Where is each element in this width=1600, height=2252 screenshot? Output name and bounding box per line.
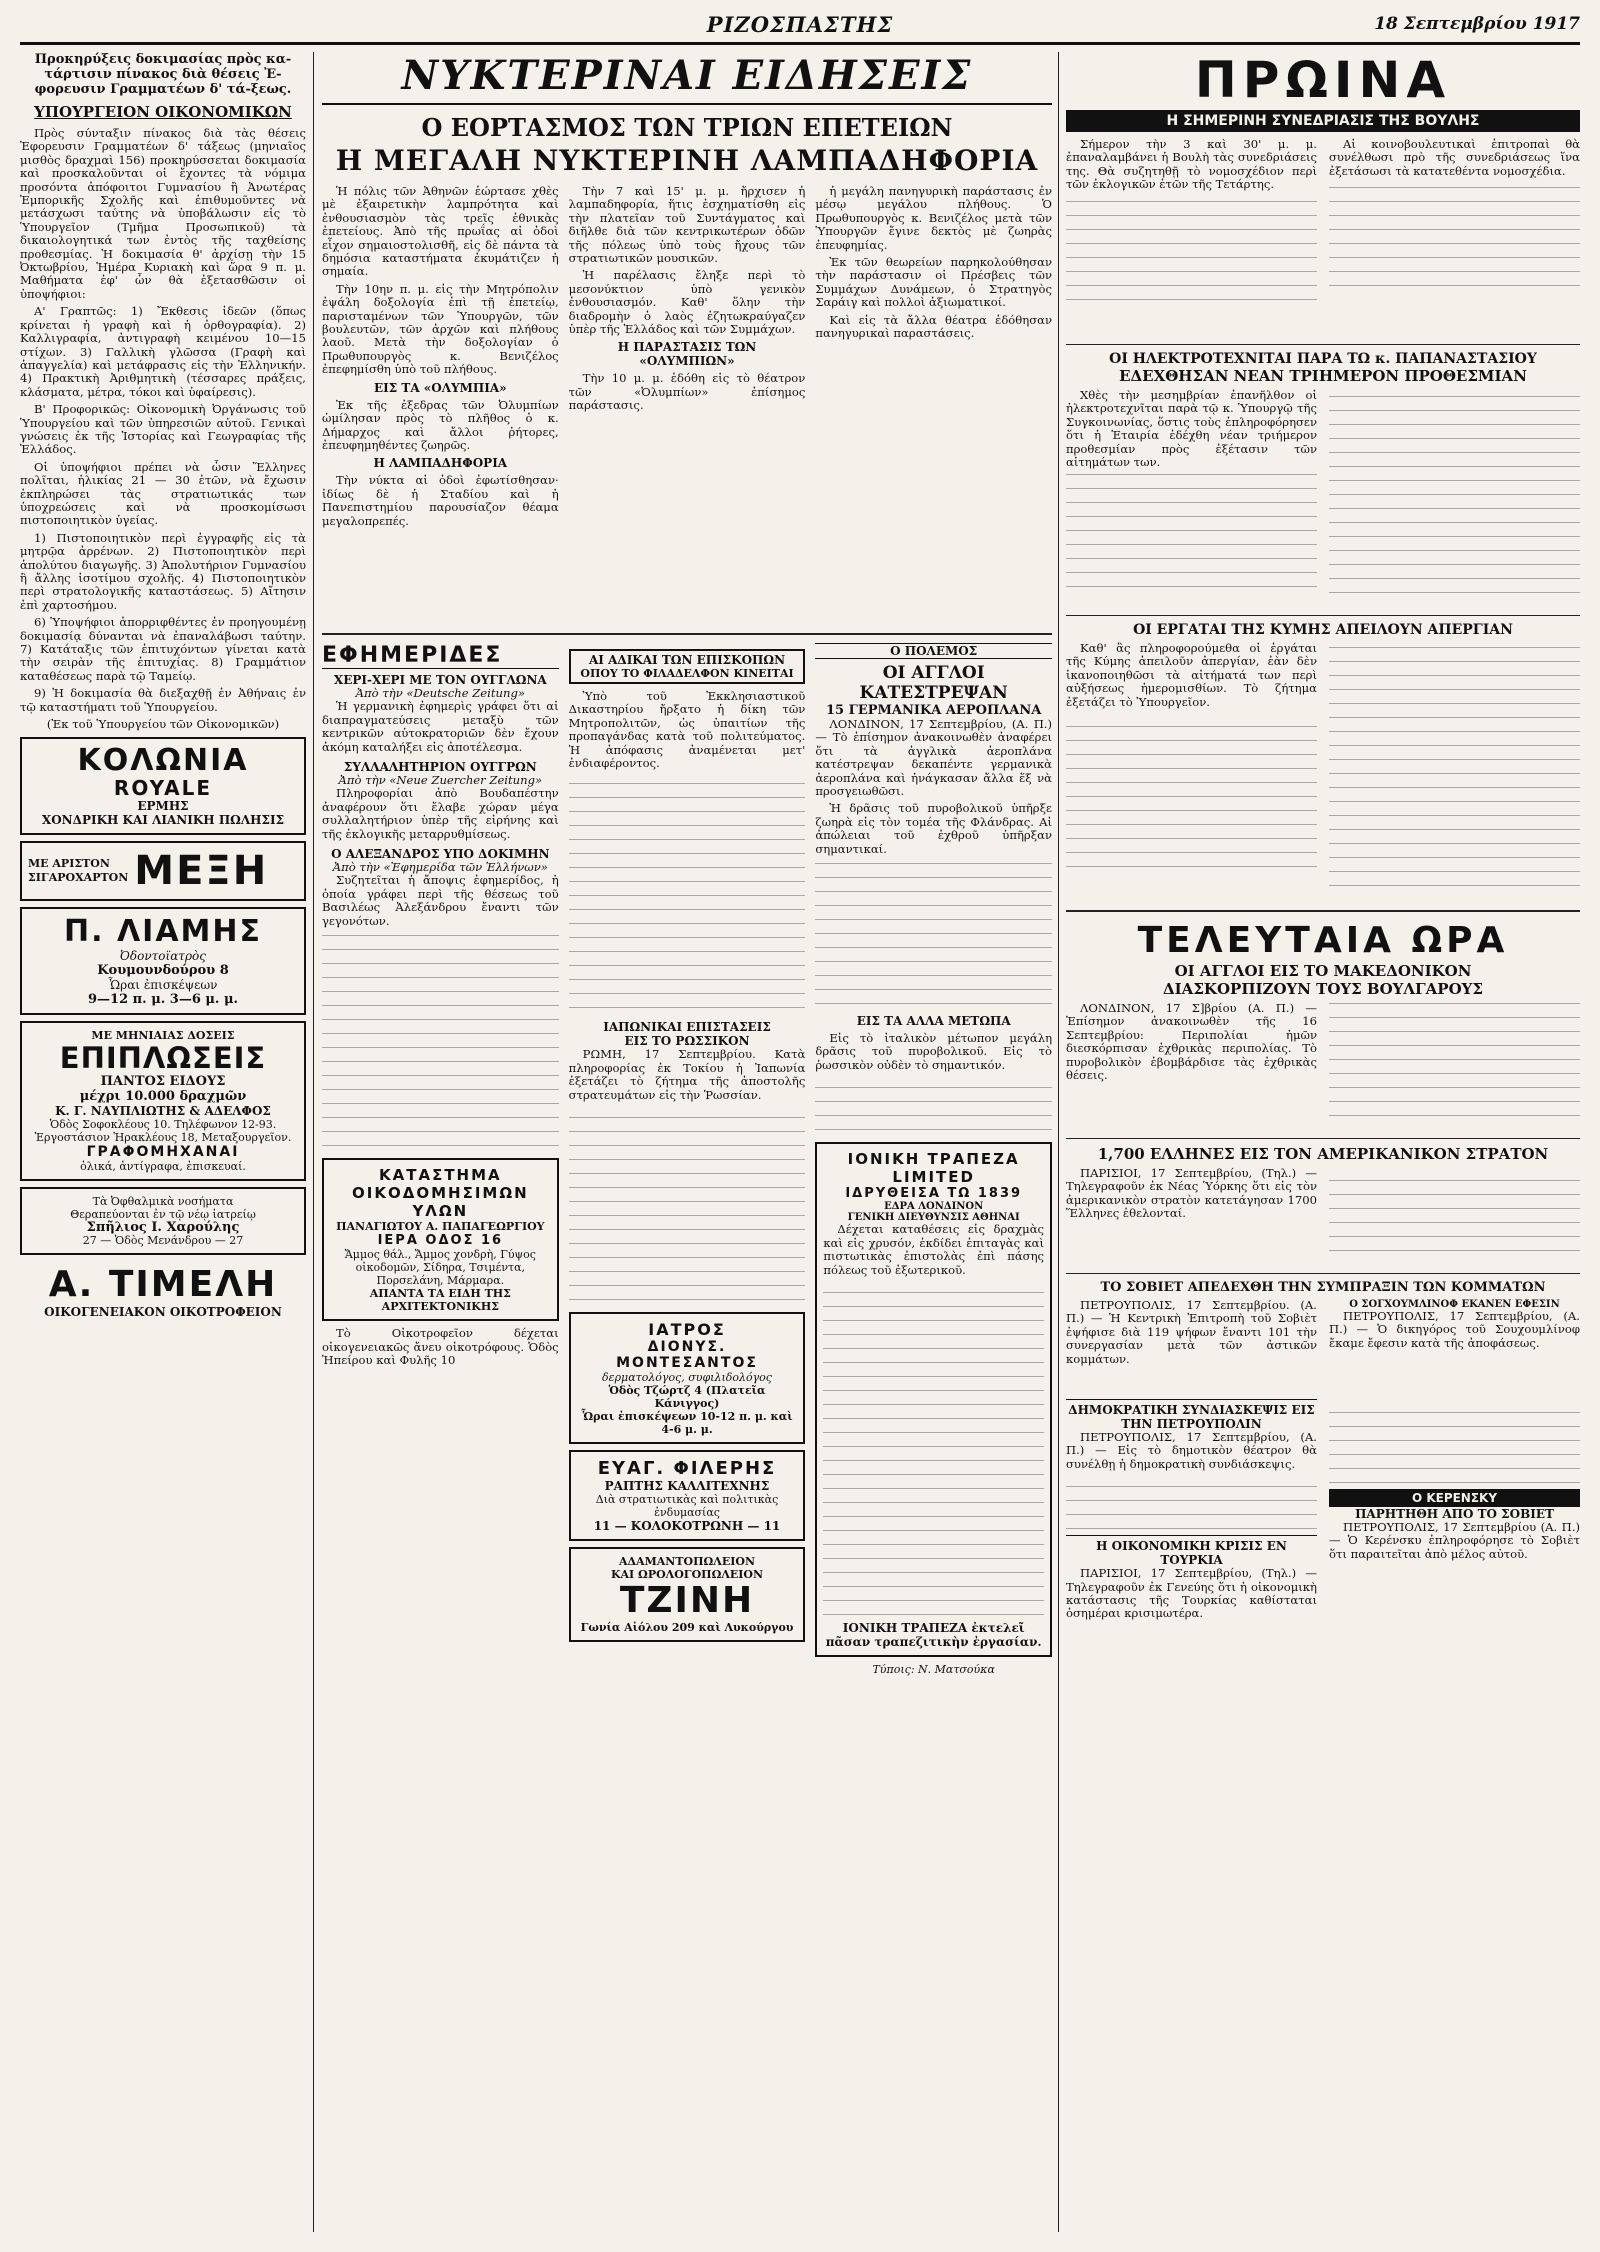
war-sub2: ΕΙΣ ΤΑ ΑΛΛΑ ΜΕΤΩΠΑ <box>856 1014 1011 1029</box>
kerensky-head: Ο ΚΕΡΕΝΣΚΥ <box>1329 1489 1580 1507</box>
ad-epiploseis-line: μέχρι 10.000 δραχμῶν <box>79 1089 247 1105</box>
article-paragraph: Καὶ εἰς τὰ ἄλλα θέατρα ἐδόθησαν πανηγυρικαὶ παραστάσεις. <box>815 312 1052 341</box>
democratic-text: ΠΕΤΡΟΥΠΟΛΙΣ, 17 Σεπτεμβρίου, (Α. Π.) — Εἰς τὸ δημοτικὸν θέατρον θὰ συνέλθῃ ἡ δημοκρατικὴ συνδιάσκεψις. <box>1066 1430 1317 1471</box>
morning-banner: ΠΡΩΙΝΑ <box>1194 52 1452 109</box>
ad-store-title: ΚΑΤΑΣΤΗΜΑ <box>379 1166 502 1185</box>
article-paragraph: Τὴν νύκτα αἱ ὁδοὶ ἐφωτίσθησαν· ἰδίως δὲ ἡ Σταδίου καὶ ἡ Πανεπιστημίου παρουσίαζον θέαμα μεγαλοπρεπές. <box>322 473 559 528</box>
text-block <box>322 932 559 1152</box>
ad-store-goods: Ἄμμος θάλ., Ἄμμος χονδρὴ, Γύψος οἰκοδομῶν, Σίδηρα, Τσιμέντα, Πορσελάνη, Μάρμαρα. <box>344 1248 536 1288</box>
ad-ophth-line: Τὰ Ὀφθαλμικὰ νοσήματα <box>92 1195 234 1209</box>
ad-epiploseis-title: ΕΠΙΠΛΩΣΕΙΣ <box>59 1041 267 1076</box>
greeks-article <box>1066 1167 1580 1267</box>
ad-tailor-line: 11 — ΚΟΛΟΚΟΤΡΩΝΗ — 11 <box>593 1519 781 1534</box>
parliament-text: Σήμερον τὴν 3 καὶ 30' μ. μ. ἐπαναλαμβάνει ἡ Βουλὴ τὰς συνεδριάσεις της. Θὰ συζητηθῇ τὸ νομοσχέδιον περὶ τῶν ἐκλογικῶν ἐτῶν τῆς Τετάρτης. <box>1066 137 1317 192</box>
divider <box>1066 1138 1580 1139</box>
subhead-olympia: ΕΙΣ ΤΑ «ΟΛΥΜΠΙΑ» <box>373 380 507 395</box>
column-rule <box>1058 52 1059 2232</box>
ad-kolonia-line: ΧΟΝΔΡΙΚΗ ΚΑΙ ΛΙΑΝΙΚΗ ΠΩΛΗΣΙΣ <box>41 813 285 828</box>
ad-jeweler-line: ΑΔΑΜΑΝΤΟΠΩΛΕΙΟΝ <box>618 1555 756 1569</box>
ad-store-name: ΠΑΝΑΓΙΩΤΟΥ Α. ΠΑΠΑΓΕΩΡΓΙΟΥ <box>336 1220 545 1234</box>
ad-ophth-line: Θεραπεύονται ἐν τῷ νέῳ ἰατρείῳ <box>70 1208 256 1222</box>
issue-date: 18 Σεπτεμβρίου 1917 <box>1374 14 1580 34</box>
electricians-head: ΟΙ ΗΛΕΚΤΡΟΤΕΧΝΙΤΑΙ ΠΑΡΑ ΤΩ κ. ΠΑΠΑΝΑΣΤΑΣΙΟΥ <box>1109 351 1537 367</box>
ad-timeli <box>20 1265 306 1319</box>
ministry-section: 9) Ἡ δοκιμασία θὰ διεξαχθῇ ἐν Ἀθήναις ἐν τῷ καταστήματι τοῦ Ὑπουργείου. <box>20 686 306 714</box>
article-paragraph: Τὴν 10 μ. μ. ἐδόθη εἰς τὸ θέατρον τῶν «Ὀλυμπίων» ἐπίσημος παράστασις. <box>568 371 806 413</box>
macedonia-text: ΛΟΝΔΙΝΟΝ, 17 Σ]βρίου (Α. Π.) — Ἐπίσημον ἀνακοινωθὲν τῆς 16 Σεπτεμβρίου: Περιπολίαι ἡμῶν διεσκόρπισαν ἐχθρικὰς περιπολίας. Τὸ πυροβολικὸν ἐβομβάρδισε τὰς ἐχθρικὰς θέσεις. <box>1066 1001 1317 1083</box>
ad-doctor <box>569 1312 806 1444</box>
ad-tailor-sub: ΡΑΠΤΗΣ ΚΑΛΛΙΤΕΧΝΗΣ <box>604 1479 770 1494</box>
japan-sub: ΕΙΣ ΤΟ ΡΩΣΣΙΚΟΝ <box>624 1034 750 1049</box>
ad-bank-head2: ΙΔΡΥΘΕΙΣΑ ΤΩ 1839 <box>845 1186 1023 1202</box>
text-block <box>815 1076 1052 1136</box>
ad-liamis-line: Κουμουνδούρου 8 <box>97 963 229 979</box>
war-sub: 15 ΓΕΡΜΑΝΙΚΑ ΑΕΡΟΠΛΑΝΑ <box>825 703 1042 718</box>
subhead-performance: Η ΠΑΡΑΣΤΑΣΙΣ ΤΩΝ «ΟΛΥΜΠΙΩΝ» <box>617 340 757 369</box>
ministry-title: ΥΠΟΥΡΓΕΙΟΝ ΟΙΚΟΝΟΜΙΚΩΝ <box>34 103 292 121</box>
divider <box>1066 344 1580 345</box>
bishops-text: Ὑπὸ τοῦ Ἐκκλησιαστικοῦ Δικαστηρίου ἤρξατο ἡ δίκη τῶν Μητροπολιτῶν, ὡς ὑπαιτίων τῆς προπαγάνδας κατὰ τοῦ πολιτεύματος. Ἡ ἀπόφασις ἀναμένεται μετ' ἐνδιαφέροντος. <box>568 689 806 771</box>
japan-head: ΙΑΠΩΝΙΚΑΙ ΕΠΙΣΤΑΣΕΙΣ <box>603 1020 771 1035</box>
ad-mexi <box>20 841 306 901</box>
bishops-sub: ΟΠΟΥ ΤΟ ΦΙΛΑΔΕΛΦΟΝ ΚΙΝΕΙΤΑΙ <box>580 667 794 680</box>
macedonia-sub: ΔΙΑΣΚΟΡΠΙΖΟΥΝ ΤΟΥΣ ΒΟΥΛΓΑΡΟΥΣ <box>1163 980 1483 998</box>
democratic-head: ΔΗΜΟΚΡΑΤΙΚΗ ΣΥΝΔΙΑΣΚΕΨΙΣ ΕΙΣ ΤΗΝ ΠΕΤΡΟΥΠΟΛΙΝ <box>1066 1399 1317 1431</box>
ad-epiploseis-line: ὁλικά, ἀντίγραφα, ἐπισκευαί. <box>80 1160 246 1174</box>
war-text: Ἡ δρᾶσις τοῦ πυροβολικοῦ ὑπῆρξε ζωηρὰ εἰς τὸν τομέα τῆς Φλάνδρας. Αἱ ἀπώλειαι τοῦ ἐχθροῦ ὑπῆρξαν σημαντικαί. <box>815 801 1052 856</box>
turkey-head: Η ΟΙΚΟΝΟΜΙΚΗ ΚΡΙΣΙΣ ΕΝ ΤΟΥΡΚΙΑ <box>1066 1535 1317 1567</box>
ad-ophth-line: 27 — Ὁδὸς Μενάνδρου — 27 <box>82 1234 244 1248</box>
night-news-banner: ΝΥΚΤΕΡΙΝΑΙ ΕΙΔΗΣΕΙΣ <box>322 52 1052 105</box>
ministry-signature: (Ἐκ τοῦ Ὑπουργείου τῶν Οἰκονομικῶν) <box>46 717 280 732</box>
subhead-torchlight: Η ΛΑΜΠΑΔΗΦΟΡΙΑ <box>373 456 508 471</box>
alexander-source: Ἀπὸ τὴν «Ἐφημερίδα τῶν Ἑλλήνων» <box>332 860 548 875</box>
article-paragraph: Τὴν 10ην π. μ. εἰς τὴν Μητρόπολιν ἐψάλη δοξολογία ἐπὶ τῇ ἐπετείῳ, παρισταμένων τῶν Ὑπουργῶν, τῶν βουλευτῶν, τῶν ἀρχῶν καὶ πλήθους λαοῦ. Μετὰ τὴν δοξολογίαν ὁ Πρωθυπουργὸς κ. Βενιζέλος ἐπεφημίσθη ὑπὸ τοῦ πλήθους. <box>322 281 559 377</box>
war-head: ΟΙ ΑΓΓΛΟΙ ΚΑΤΕΣΤΡΕΨΑΝ <box>859 663 1008 703</box>
ad-store-addr: ΙΕΡΑ ΟΔΟΣ 16 <box>377 1233 504 1249</box>
war-text: ΛΟΝΔΙΝΟΝ, 17 Σεπτεμβρίου, (Α. Π.) — Τὸ ἐπίσημον ἀνακοινωθὲν ἀναφέρει ὅτι τὰ ἀγγλικὰ ἀεροπλάνα κατέστρεψαν δεκαπέντε γερμανικὰ ἀεροπλάνα καὶ ἠνάγκασαν ἄλλα ἕξ νὰ προσγειωθῶσι. <box>815 717 1052 799</box>
article-paragraph: Ἐκ τῶν θεωρείων παρηκολούθησαν τὴν παράστασιν οἱ Πρέσβεις τῶν Συμμάχων Δυνάμεων, ὁ Στρατηγὸς Σαράιγ καὶ πολλοὶ ἀξιωματικοί. <box>815 255 1052 310</box>
soviet-article <box>1066 1299 1580 1399</box>
ad-kolonia-title: ΚΟΛΩΝΙΑ <box>77 743 249 779</box>
text-block <box>815 860 1052 1010</box>
newspapers-text: Ἡ γερμανικὴ ἐφημερὶς γράφει ὅτι αἱ διαπραγματεύσεις μεταξὺ τῶν κεντρικῶν αὐτοκρατοριῶν δὲν ἔχουν ἀκόμη καταλήξει εἰς ἀποτέλεσμα. <box>322 699 559 754</box>
newspapers-source: Ἀπὸ τὴν «Deutsche Zeitung» <box>355 686 525 700</box>
ad-ophthalmology <box>20 1187 306 1255</box>
boarding-text: Τὸ Οἰκοτροφεῖον δέχεται οἰκογενειακῶς ἄνευ οἰκοτρόφους. Ὁδὸς Ἠπείρου καὶ Φυλῆς 10 <box>322 1326 559 1367</box>
sukhomlinov-text: ΠΕΤΡΟΥΠΟΛΙΣ, 17 Σεπτεμβρίου, (Α. Π.) — Ὁ δικηγόρος τοῦ Σουχουμλίνοφ ἔκαμε ἔφεσιν κατὰ τῆς ἀποφάσεως. <box>1329 1309 1580 1350</box>
ad-tailor-line: Διὰ στρατιωτικὰς καὶ πολιτικὰς ἐνδυμασίας <box>595 1493 779 1520</box>
ad-tailor-name: ΕΥΑΓ. ΦΙΛΕΡΗΣ <box>597 1458 777 1480</box>
parliament-text: Αἱ κοινοβουλευτικαὶ ἐπιτροπαὶ θὰ συνέλθωσι πρὸ τῆς συνεδριάσεως ἵνα ἐξετάσωσι τὰ κατατεθέντα νομοσχέδια. <box>1329 137 1580 178</box>
greeks-text: ΠΑΡΙΣΙΟΙ, 17 Σεπτεμβρίου, (Τηλ.) — Τηλεγραφοῦν ἐκ Νέας Ὑόρκης ὅτι εἰς τὸν ἀμερικανικὸν στρατὸν κατετάγησαν 1700 Ἕλληνες ἐθελονταί. <box>1066 1166 1317 1221</box>
ad-timeli-sub: ΟΙΚΟΓΕΝΕΙΑΚΟΝ ΟΙΚΟΤΡΟΦΕΙΟΝ <box>44 1305 282 1320</box>
ad-liamis <box>20 907 306 1015</box>
divider <box>1066 615 1580 616</box>
intro-heading: Προκηρύξεις δοκιμασίας πρὸς κα-τάρτισιν πίνακος διὰ θέσεις Ἐ-φορευσιν Γραμματέων δ' τά-ξεως. <box>34 52 292 97</box>
ministry-section: Α' Γραπτῶς: 1) Ἔκθεσις ἰδεῶν (ὅπως κρίνεται ἡ γραφὴ καὶ ἡ ὀρθογραφία). 2) Καλλιγραφία, ἀντιγραφὴ κειμένου 10—15 στίχων. 3) Γαλλικὴ γλῶσσα (Γραφὴ καὶ ἀπαγγελία) καὶ μετάφρασις εἰς τὴν Ἑλληνικήν. 4) Πρακτικὴ Ἀριθμητικὴ (τέσσαρες πράξεις, κλάσματα, μέτρα, τόκοι καὶ ὑφαίρεσις). <box>20 304 306 399</box>
headline-celebration: Ο ΕΟΡΤΑΣΜΟΣ ΤΩΝ ΤΡΙΩΝ ΕΠΕΤΕΙΩΝ <box>421 113 953 142</box>
greeks-head: 1,700 ΕΛΛΗΝΕΣ ΕΙΣ ΤΟΝ ΑΜΕΡΙΚΑΝΙΚΟΝ ΣΤΡΑΤΟΝ <box>1097 1145 1549 1163</box>
ad-ophth-name: Σπῆλιος Ι. Χαρούλης <box>86 1220 240 1236</box>
ad-kolonia-line: ΕΡΜΗΣ <box>137 799 189 814</box>
ad-jeweler <box>569 1547 806 1642</box>
ad-epiploseis-pre: ΜΕ ΜΗΝΙΑΙΑΣ ΔΟΣΕΙΣ <box>91 1029 235 1043</box>
electricians-article <box>1066 389 1580 609</box>
newspapers-head: ΧΕΡΙ-ΧΕΡΙ ΜΕ ΤΟΝ ΟΥΓΓΛΩΝΑ <box>333 673 547 687</box>
ad-store-foot: ΑΠΑΝΤΑ ΤΑ ΕΙΔΗ ΤΗΣ ΑΡΧΙΤΕΚΤΟΝΙΚΗΣ <box>369 1287 511 1314</box>
ad-mexi-pre: ΜΕ ΑΡΙΣΤΟΝ <box>28 857 110 871</box>
ad-doctor-title: ΙΑΤΡΟΣ <box>648 1320 726 1340</box>
alexander-text: Συζητεῖται ἡ ἄποψις ἐφημερίδος, ἡ ὁποία γράφει περὶ τῆς θέσεως τοῦ Βασιλέως Ἀλεξάνδρου ἔναντι τῶν γεγονότων. <box>322 873 559 928</box>
ad-bank-foot: ΙΟΝΙΚΗ ΤΡΑΠΕΖΑ ἐκτελεῖ πᾶσαν τραπεζιτικὴν ἐργασίαν. <box>825 1620 1042 1649</box>
text-block <box>569 774 806 1014</box>
war-title: Ο ΠΟΛΕΜΟΣ <box>815 643 1052 659</box>
bishops-head-box <box>569 649 806 684</box>
ad-liamis-name: Π. ΛΙΑΜΗΣ <box>64 914 262 950</box>
text-block <box>569 1106 806 1306</box>
divider <box>322 633 1052 635</box>
alexander-head: Ο ΑΛΕΞΑΝΔΡΟΣ ΥΠΟ ΔΟΚΙΜΗΝ <box>331 847 550 862</box>
lower-center <box>322 643 1052 2232</box>
center-column <box>322 52 1052 2232</box>
workers-head: ΟΙ ΕΡΓΑΤΑΙ ΤΗΣ ΚΥΜΗΣ ΑΠΕΙΛΟΥΝ ΑΠΕΡΓΙΑΝ <box>1133 622 1513 638</box>
ad-tailor <box>569 1450 806 1541</box>
lower-right <box>1066 1399 1580 1729</box>
war-text: Εἰς τὸ ἰταλικὸν μέτωπον μεγάλη δρᾶσις τοῦ πυροβολικοῦ. Εἰς τὸ ῥωσσικὸν οὐδὲν τὸ σημαντικόν. <box>815 1031 1052 1072</box>
ministry-text: Πρὸς σύνταξιν πίνακος διὰ τὰς θέσεις Ἐφορευσιν Γραμματέων δ' τάξεως (μηνιαῖος μισθὸς δραχμαὶ 156) προκηρύσσεται δοκιμασία καὶ προσκαλοῦνται οἱ ἔχοντες τὰ νόμιμα προσόντα ἀπόφοιτοι Γυμνασίου ἢ Ἀνωτέρας Ἐμπορικῆς Σχολῆς καὶ ἐπιθυμοῦντες νὰ μετάσχωσι ταύτης νὰ ὑποβάλωσιν εἰς τὸ Ὑπουργεῖον (Τμῆμα Προσωπικοῦ) τὰ δικαιολογητικά των ἐντὸς τῆς ταχθείσης προθεσμίας. Ἡ δοκιμασία θ' ἀρχίσῃ τὴν 15 Ὀκτωβρίου, Ἡμέρα Κυριακὴ καὶ ὥρα 9 π. μ. Μαθήματα ἐφ' ὧν θὰ ἐξετασθῶσιν οἱ ὑποψήφιοι: <box>20 126 306 301</box>
article-paragraph: ἡ μεγάλη πανηγυρικὴ παράστασις ἐν μέσῳ μεγάλου πλήθους. Ὁ Πρωθυπουργὸς κ. Βενιζέλος μετὰ τῶν Ὑπουργῶν ἔγινε δεκτὸς μὲ ζωηρὰς ἐπευφημίας. <box>815 185 1052 252</box>
divider <box>1066 1273 1580 1274</box>
last-hour-banner: ΤΕΛΕΥΤΑΙΑ ΩΡΑ <box>1137 920 1509 961</box>
printer-signature: Τύποις: Ν. Ματσούκα <box>872 1662 995 1676</box>
ad-epiploseis-line: ΠΑΝΤΟΣ ΕΙΔΟΥΣ <box>100 1074 226 1090</box>
ad-doctor-addr: Ὁδὸς Τζώρτζ 4 (Πλατεῖα Κάνιγγος) <box>608 1384 766 1411</box>
article-paragraph: Ἡ παρέλασις ἔληξε περὶ τὸ μεσονύκτιον ὑπὸ γενικὸν ἐνθουσιασμόν. Καθ' ὅλην τὴν διαδρομὴν ὁ λαὸς ἐζητωκραύγαζεν ὑπὲρ τῆς Ἑλλάδος καὶ τῶν Συμμάχων. <box>568 268 806 337</box>
workers-article <box>1066 642 1580 902</box>
divider <box>1066 910 1580 912</box>
ad-epiploseis-line: Ὁδὸς Σοφοκλέους 10. Τηλέφωνον 12-93. Ἐργοστάσιον Ἡρακλέους 18, Μεταξουργεῖον. <box>34 1118 292 1145</box>
electricians-sub: ΕΔΕΧΘΗΣΑΝ ΝΕΑΝ ΤΡΙΗΜΕΡΟΝ ΠΡΟΘΕΣΜΙΑΝ <box>1119 367 1527 385</box>
ad-store-sub: ΟΙΚΟΔΟΜΗΣΙΜΩΝ ΥΛΩΝ <box>352 1184 529 1221</box>
ad-kolonia-sub: ROYALE <box>113 776 213 801</box>
ministry-section: Β' Προφορικῶς: Οἰκονομικὴ Ὀργάνωσις τοῦ Ὑπουργείου καὶ τῶν ὑπηρεσιῶν αὐτοῦ. Γενικαὶ γνώσεις ἐκ τῆς Ἱστορίας καὶ Γεωγραφίας τῆς Ἑλλάδος. <box>20 402 306 457</box>
macedonia-head: ΟΙ ΑΓΓΛΟΙ ΕΙΣ ΤΟ ΜΑΚΕΔΟΝΙΚΟΝ <box>1174 962 1472 980</box>
kerensky-text: ΠΕΤΡΟΥΠΟΛΙΣ, 17 Σεπτεμβρίου (Α. Π.) — Ὁ Κερένσκυ ἐπληροφόρησε τὸ Σοβιὲτ ὅτι παραιτεῖται ἀπὸ μέλος αὐτοῦ. <box>1329 1520 1580 1561</box>
ad-liamis-line: Ὀδοντοϊατρὸς <box>120 949 206 964</box>
ministry-section: 6) Ὑποψήφιοι ἀπορριφθέντες ἐν προηγουμένῃ δοκιμασίᾳ δύνανται νὰ ἐπαναλάβωσι ταύτην. 7) Κατάταξις τῶν ἐπιτυχόντων γίνεται κατὰ τὴν σειρὰν τῆς ἐπιτυχίας. 8) Γραμμάτιον καταθέσεως παρὰ τῷ Ταμείῳ. <box>20 615 306 683</box>
soviet-text: ΠΕΤΡΟΥΠΟΛΙΣ, 17 Σεπτεμβρίου. (Α. Π.) — Ἡ Κεντρικὴ Ἐπιτροπὴ τοῦ Σοβιὲτ ἐψήφισε διὰ 119 ψήφων ἔναντι 101 τὴν συνεργασίαν μετὰ τῶν ἀστικῶν κομμάτων. <box>1066 1298 1317 1366</box>
newspaper-name: ΡΙΖΟΣΠΑΣΤΗΣ <box>706 12 894 37</box>
article-paragraph: Ἡ πόλις τῶν Ἀθηνῶν ἑώρτασε χθὲς μὲ ἐξαιρετικὴν λαμπρότητα καὶ ἐνθουσιασμὸν τὰς τρεῖς ἐθνικὰς ἐπετείους. Ἀπὸ τῆς πρωΐας αἱ ὁδοὶ εἶχον σημαιοστολισθῆ, εἰς δὲ πάντα τὰ δημόσια καταστήματα ἐκυμάτιζεν ἡ σημαία. <box>322 185 559 279</box>
ad-bank-head: ΙΟΝΙΚΗ ΤΡΑΠΕΖΑ LIMITED <box>847 1150 1020 1187</box>
ad-epiploseis-line: ΓΡΑΦΟΜΗΧΑΝΑΙ <box>86 1144 240 1161</box>
soviet-head: ΤΟ ΣΟΒΙΕΤ ΑΠΕΔΕΧΘΗ ΤΗΝ ΣΥΜΠΡΑΞΙΝ ΤΩΝ ΚΟΜΜΑΤΩΝ <box>1100 1280 1546 1295</box>
newspapers-head: ΣΥΛΛΑΛΗΤΗΡΙΟΝ ΟΥΓΓΡΩΝ <box>343 760 537 775</box>
ad-store <box>322 1158 559 1321</box>
ad-jeweler-line: ΚΑΙ ΩΡΟΛΟΓΟΠΩΛΕΙΟΝ <box>610 1568 764 1582</box>
workers-text: Καθ' ἃς πληροφορούμεθα οἱ ἐργάται τῆς Κύμης ἀπειλοῦν ἀπεργίαν, ἐὰν δὲν ἱκανοποιηθῶσι τὰ αἰτήματά των περὶ αὐξήσεως ἡμερομισθίων. Τὸ ζήτημα ἐξετάζει τὸ Ὑπουργεῖον. <box>1066 641 1317 709</box>
parliament-article <box>1066 138 1580 338</box>
right-column <box>1066 52 1580 2232</box>
ad-bank-line: ΕΔΡΑ ΛΟΝΔΙΝΟΝ <box>884 1201 984 1213</box>
ad-doctor-name: ΔΙΟΝΥΣ. ΜΟΝΤΕΣΑΝΤΟΣ <box>616 1339 758 1372</box>
japan-text: ΡΩΜΗ, 17 Σεπτεμβρίου. Κατὰ πληροφορίας ἐκ Τοκίου ἡ Ἰαπωνία ἐξετάζει τὸ ζήτημα τῆς ἀποστολῆς στρατευμάτων εἰς τὴν Ῥωσσίαν. <box>568 1047 806 1102</box>
ad-doctor-hours: Ὧραι ἐπισκέψεων 10-12 π. μ. καὶ 4-6 μ. μ. <box>581 1410 793 1437</box>
article-paragraph: Τὴν 7 καὶ 15' μ. μ. ἤρχισεν ἡ λαμπαδηφορία, ἥτις ἐσχηματίσθη εἰς τὴν πλατεῖαν τοῦ Συντάγματος καὶ διῆλθε διὰ τῶν κεντρικωτέρων ὁδῶν τῆς πόλεως ὑπὸ τοὺς ἤχους τῶν στρατιωτικῶν μουσικῶν. <box>568 185 806 266</box>
sukhomlinov-head: Ο ΣΟΓΧΟΥΜΛΙΝΟΦ ΕΚΑΝΕΝ ΕΦΕΣΙΝ <box>1349 1299 1560 1310</box>
bishops-head: ΑΙ ΑΔΙΚΑΙ ΤΩΝ ΕΠΙΣΚΟΠΩΝ <box>588 653 786 667</box>
ad-liamis-line: 9—12 π. μ. 3—6 μ. μ. <box>87 992 239 1008</box>
column-rule <box>313 52 314 2232</box>
ad-liamis-line: Ὧραι ἐπισκέψεων <box>108 978 218 993</box>
ad-bank-line: ΓΕΝΙΚΗ ΔΙΕΥΘΥΝΣΙΣ ΑΘΗΝΑΙ <box>847 1212 1020 1224</box>
masthead <box>20 12 1580 45</box>
parliament-bar: Η ΣΗΜΕΡΙΝΗ ΣΥΝΕΔΡΙΑΣΙΣ ΤΗΣ ΒΟΥΛΗΣ <box>1066 110 1580 132</box>
article-paragraph: Ἐκ τῆς ἐξεδρας τῶν Ὀλυμπίων ὡμίλησαν πρὸς τὸ πλῆθος ὁ κ. Δήμαρχος καὶ ἄλλοι ῥήτορες, ἐπευφημηθέντες ζωηρῶς. <box>322 397 559 452</box>
kerensky-sub: ΠΑΡΗΤΗΘΗ ΑΠΟ ΤΟ ΣΟΒΙΕΤ <box>1355 1507 1554 1521</box>
ad-mexi-name: ΜΕΞΗ <box>134 848 269 895</box>
ad-epiploseis <box>20 1021 306 1181</box>
ad-kolonia <box>20 737 306 835</box>
newspapers-source: Ἀπὸ τὴν «Neue Zuercher Zeitung» <box>338 773 543 788</box>
text-block <box>823 1281 1044 1621</box>
celebration-article <box>322 185 1052 625</box>
macedonia-article <box>1066 1002 1580 1132</box>
ministry-section: Οἱ ὑποψήφιοι πρέπει νὰ ὦσιν Ἕλληνες πολῖται, ἡλικίας 21 — 30 ἐτῶν, νὰ ἔχωσιν ἐκπληρώσει τὰς στρατιωτικάς των ὑποχρεώσεις καὶ νὰ προσκομίσωσι πιστοποιητικὸν ὑγείας. <box>20 459 306 528</box>
newspapers-title: ΕΦΗΜΕΡΙΔΕΣ <box>322 643 559 669</box>
turkey-text: ΠΑΡΙΣΙΟΙ, 17 Σεπτεμβρίου, (Τηλ.) — Τηλεγραφοῦν ἐκ Γενεύης ὅτι ἡ οἰκονομικὴ κατάστασις τῆς Τουρκίας καθίσταται ὁσημέραι κρισιμωτέρα. <box>1066 1566 1317 1621</box>
ministry-section: 1) Πιστοποιητικὸν περὶ ἐγγραφῆς εἰς τὰ μητρῷα ἀρρένων. 2) Πιστοποιητικὸν περὶ ἀπολύτου διαγωγῆς. 3) Ἀπολυτήριον Γυμνασίου ἢ ἄλλης ἰσοτίμου σχολῆς. 4) Πιστοποιητικὸν περὶ στρατολογικῆς καταστάσεως. 5) Αἴτησιν ἐπὶ χαρτοσήμου. <box>20 530 306 612</box>
newspapers-text: Πληροφορίαι ἀπὸ Βουδαπέστην ἀναφέρουν ὅτι ἔλαβε χώραν μέγα συλλαλητήριον ὑπὲρ τῆς εἰρήνης καὶ τῆς ἐκλογικῆς μεταρρυθμίσεως. <box>322 786 559 841</box>
ad-bank <box>815 1142 1052 1657</box>
headline-torchlight: Η ΜΕΓΑΛΗ ΝΥΚΤΕΡΙΝΗ ΛΑΜΠΑΔΗΦΟΡΙΑ <box>335 144 1039 177</box>
ad-bank-text: Δέχεται καταθέσεις εἰς δραχμὰς καὶ εἰς χρυσόν, ἐκδίδει ἐπιταγὰς καὶ πιστωτικὰς ἐπιστολὰς ἐπὶ πάσης πόλεως τοῦ ἐξωτερικοῦ. <box>823 1222 1045 1277</box>
ad-epiploseis-line: Κ. Γ. ΝΑΥΠΛΙΩΤΗΣ & ΑΔΕΛΦΟΣ <box>55 1104 271 1119</box>
ad-doctor-sub: δερματολόγος, συφιλιδολόγος <box>602 1371 772 1385</box>
ad-jeweler-addr: Γωνία Αἰόλου 209 καὶ Λυκούργου <box>580 1621 794 1635</box>
left-column <box>20 52 306 2232</box>
ad-jeweler-name: ΤΖΙΝΗ <box>619 1580 755 1622</box>
electricians-text: Χθὲς τὴν μεσημβρίαν ἐπανῆλθον οἱ ἡλεκτροτεχνῖται παρὰ τῷ κ. Ὑπουργῷ τῆς Συγκοινωνίας, ὅστις τοὺς ἐπληροφόρησεν ὅτι ἡ Ἑταιρία ἐδέχθη νέαν τριήμερον προθεσμίαν πρὸς ἐξέτασιν τῶν αἰτημάτων των. <box>1066 388 1317 470</box>
ad-timeli-name: Α. ΤΙΜΕΛΗ <box>48 1264 278 1306</box>
ad-mexi-pre2: ΣΙΓΑΡΟΧΑΡΤΟΝ <box>28 871 129 885</box>
